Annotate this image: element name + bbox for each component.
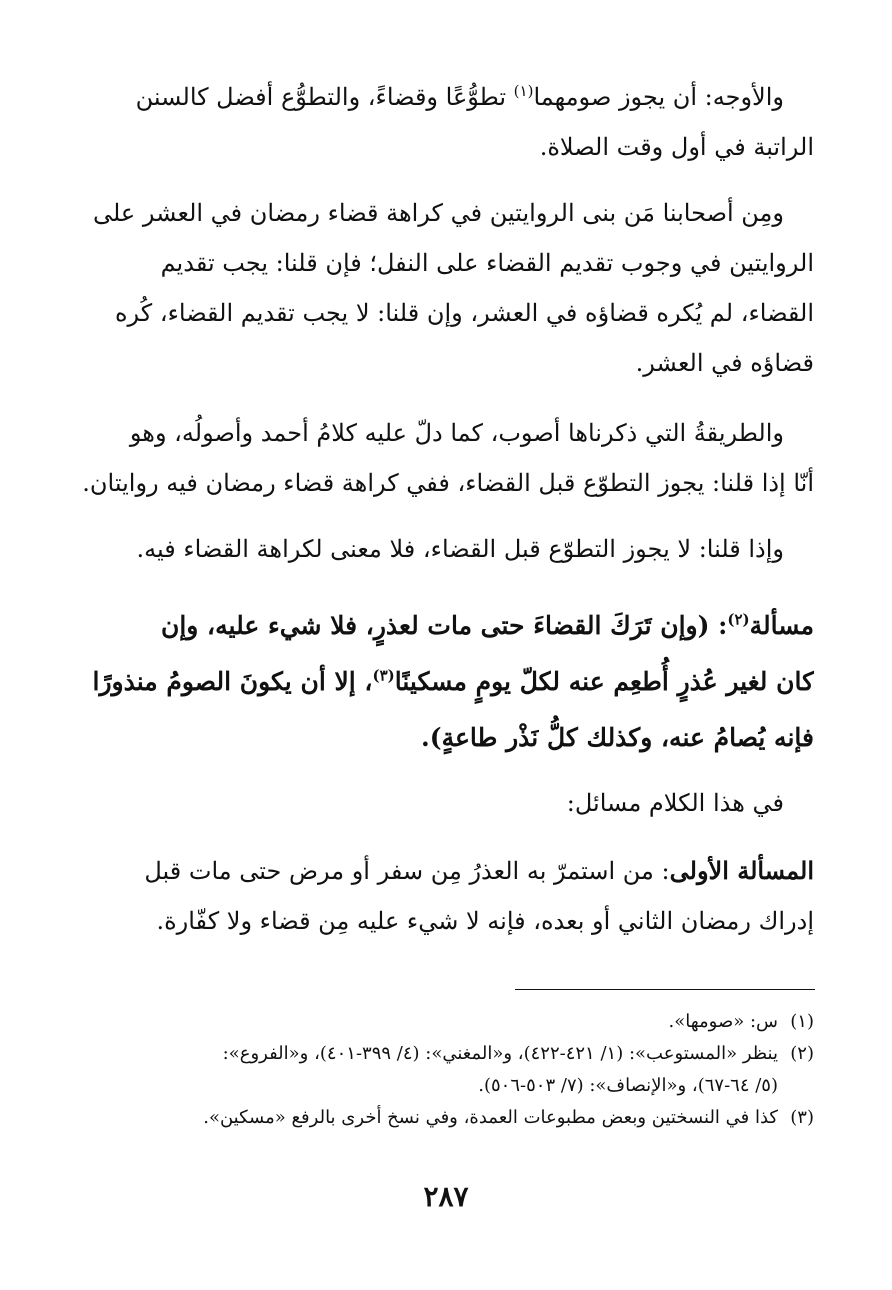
paragraph-7 (78, 846, 814, 946)
masala-paragraph (78, 598, 814, 766)
paragraph-line: أنّا إذا قلنا: يجوز التطوّع قبل القضاء، ففي كراهة قضاء رمضان فيه روايتان. (82, 469, 814, 497)
footnote-3 (74, 1102, 814, 1134)
paragraph-line: ومِن أصحابنا مَن بنى الروايتين في كراهة قضاء رمضان في العشر على (92, 199, 784, 227)
line-text: : من استمرّ به العذرُ مِن سفر أو مرض حتى مات قبل (144, 857, 670, 885)
footnote-number: (٢) (790, 1043, 814, 1064)
paragraph-4 (78, 524, 814, 574)
paragraph-line (78, 654, 814, 710)
section-heading: المسألة الأولى (669, 856, 814, 885)
footnote-2-continuation: (٥/ ٦٤-٦٧)، و«الإنصاف»: (٧/ ٥٠٣-٥٠٦). (478, 1075, 778, 1096)
footnote-ref-2[interactable]: (٢) (727, 610, 750, 629)
paragraph-line (78, 72, 814, 122)
paragraph-line: الروايتين في وجوب تقديم القضاء على النفل؛ فإن قلنا: يجب تقديم (160, 249, 814, 277)
line-text: تطوُّعًا وقضاءً، والتطوُّع أفضل كالسنن (135, 83, 514, 111)
footnotes (74, 1006, 814, 1134)
page-number: ٢٨٧ (423, 1180, 469, 1213)
paragraph-6 (78, 778, 814, 828)
paragraph-line: والطريقةُ التي ذكرناها أصوب، كما دلّ عليه كلامُ أحمد وأصولُه، وهو (129, 419, 784, 447)
paragraph-line (78, 846, 814, 896)
line-text: : (وإن تَرَكَ القضاءَ حتى مات لعذرٍ، فلا شيء عليه، وإن (160, 611, 728, 640)
line-text: كان لغير عُذرٍ أُطعِم عنه لكلّ يومٍ مسكينًا (394, 667, 814, 696)
footnote-ref-3[interactable]: (٣) (372, 666, 395, 685)
paragraph-3 (78, 408, 814, 508)
paragraph-2 (78, 188, 814, 388)
paragraph-line (78, 598, 814, 654)
paragraph-1 (78, 72, 814, 172)
line-text: ، إلا أن يكونَ الصومُ منذورًا (92, 667, 373, 696)
footnote-text: كذا في النسختين وبعض مطبوعات العمدة، وفي نسخ أخرى بالرفع «مسكين». (203, 1107, 778, 1128)
footnote-text: س: «صومها». (668, 1011, 778, 1032)
footnote-divider (515, 989, 815, 990)
footnote-ref-1[interactable]: (١) (513, 82, 534, 100)
line-text: والأوجه: أن يجوز صومهما (533, 83, 784, 111)
masala-heading: مسألة (749, 611, 814, 640)
paragraph-line: قضاؤه في العشر. (635, 349, 814, 377)
paragraph-line: القضاء، لم يُكره قضاؤه في العشر، وإن قلنا: لا يجب تقديم القضاء، كُره (114, 299, 814, 327)
footnote-number: (١) (790, 1011, 814, 1032)
paragraph-line: الراتبة في أول وقت الصلاة. (539, 133, 814, 161)
footnote-text: ينظر «المستوعب»: (١/ ٤٢١-٤٢٢)، و«المغني»: (٤/ ٣٩٩-٤٠١)، و«الفروع»: (222, 1043, 778, 1064)
footnote-number: (٣) (790, 1107, 814, 1128)
paragraph-line: وإذا قلنا: لا يجوز التطوّع قبل القضاء، فلا معنى لكراهة القضاء فيه. (136, 535, 784, 563)
paragraph-line: فإنه يُصامُ عنه، وكذلك كلُّ نَذْر طاعةٍ). (421, 723, 814, 752)
footnote-2 (74, 1038, 814, 1070)
paragraph-line: إدراك رمضان الثاني أو بعده، فإنه لا شيء عليه مِن قضاء ولا كفّارة. (156, 907, 814, 935)
footnote-1 (74, 1006, 814, 1038)
paragraph-line: في هذا الكلام مسائل: (566, 789, 784, 817)
